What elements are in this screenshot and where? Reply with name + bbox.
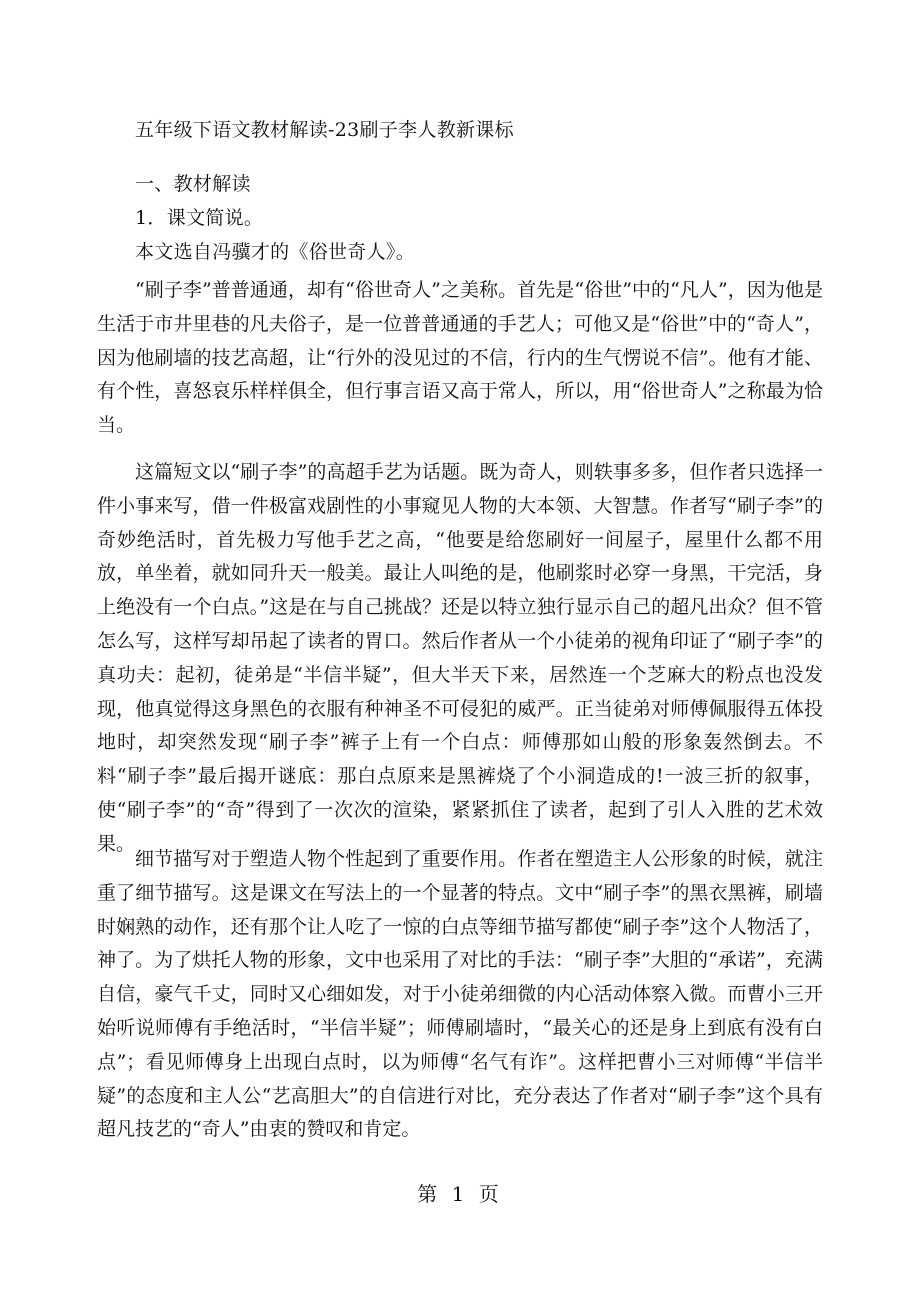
subheading: 1．课文简说。 [135, 207, 264, 229]
intro-line: 本文选自冯骥才的《俗世奇人》。 [135, 241, 416, 263]
paragraph-1: “刷子李”普普通通，却有“俗世奇人”之美称。首先是“俗世”中的“凡人”，因为他是生活于市井里巷的凡夫俗子，是一位普普通通的手艺人；可他又是“俗世”中的“奇人”，因为他刷墙的技艺高超，让“行外的没见过的不信，行内的生气愣说不信”。他有才能、有个性，喜怒哀乐样样俱全，但行事言语又高于常人，所以，用“俗世奇人”之称最为恰当。 [97, 279, 823, 437]
document-title: 五年级下语文教材解读-23刷子李人教新课标 [135, 119, 514, 141]
page-footer: 第 1 页 [417, 1182, 503, 1206]
paragraph-2-block [97, 456, 823, 862]
paragraph-3: 细节描写对于塑造人物个性起到了重要作用。作者在塑造主人公形象的时候，就注重了细节描写。这是课文在写法上的一个显著的特点。文中“刷子李”的黑衣黑裤，刷墙时娴熟的动作，还有那个让人吃了一惊的白点等细节描写都使“刷子李”这个人物活了，神了。为了烘托人物的形象，文中也采用了对比的手法：“刷子李”大胆的“承诺”，充满自信，豪气千丈，同时又心细如发，对于小徒弟细微的内心活动体察入微。而曹小三开始听说师傅有手绝活时，“半信半疑”；师傅刷墙时，“最关心的还是身上到底有没有白点”；看见师傅身上出现白点时，以为师傅“名气有诈”。这样把曹小三对师傅“半信半疑”的态度和主人公“艺高胆大”的自信进行对比，充分表达了作者对“刷子李”这个具有超凡技艺的“奇人”由衷的赞叹和肯定。 [97, 848, 823, 1141]
section-heading: 一、教材解读 [135, 173, 251, 195]
paragraph-3-block [97, 843, 823, 1147]
paragraph-1-block [97, 274, 823, 443]
paragraph-2: 这篇短文以“刷子李”的高超手艺为话题。既为奇人，则轶事多多，但作者只选择一件小事来写，借一件极富戏剧性的小事窥见人物的大本领、大智慧。作者写“刷子李”的奇妙绝活时，首先极力写他手艺之高，“他要是给您刷好一间屋子，屋里什么都不用放，单坐着，就如同升天一般美。最让人叫绝的是，他刷浆时必穿一身黑，干完活，身上绝没有一个白点。”这是在与自己挑战？还是以特立独行显示自己的超凡出众？但不管怎么写，这样写却吊起了读者的胃口。然后作者从一个小徒弟的视角印证了“刷子李”的真功夫：起初，徒弟是“半信半疑”，但大半天下来，居然连一个芝麻大的粉点也没发现，他真觉得这身黑色的衣服有种神圣不可侵犯的威严。正当徒弟对师傅佩服得五体投地时，却突然发现“刷子李”裤子上有一个白点：师傅那如山般的形象轰然倒去。不料“刷子李”最后揭开谜底：那白点原来是黑裤烧了个小洞造成的!一波三折的叙事，使“刷子李”的“奇”得到了一次次的渲染，紧紧抓住了读者，起到了引人入胜的艺术效果。 [97, 461, 823, 855]
